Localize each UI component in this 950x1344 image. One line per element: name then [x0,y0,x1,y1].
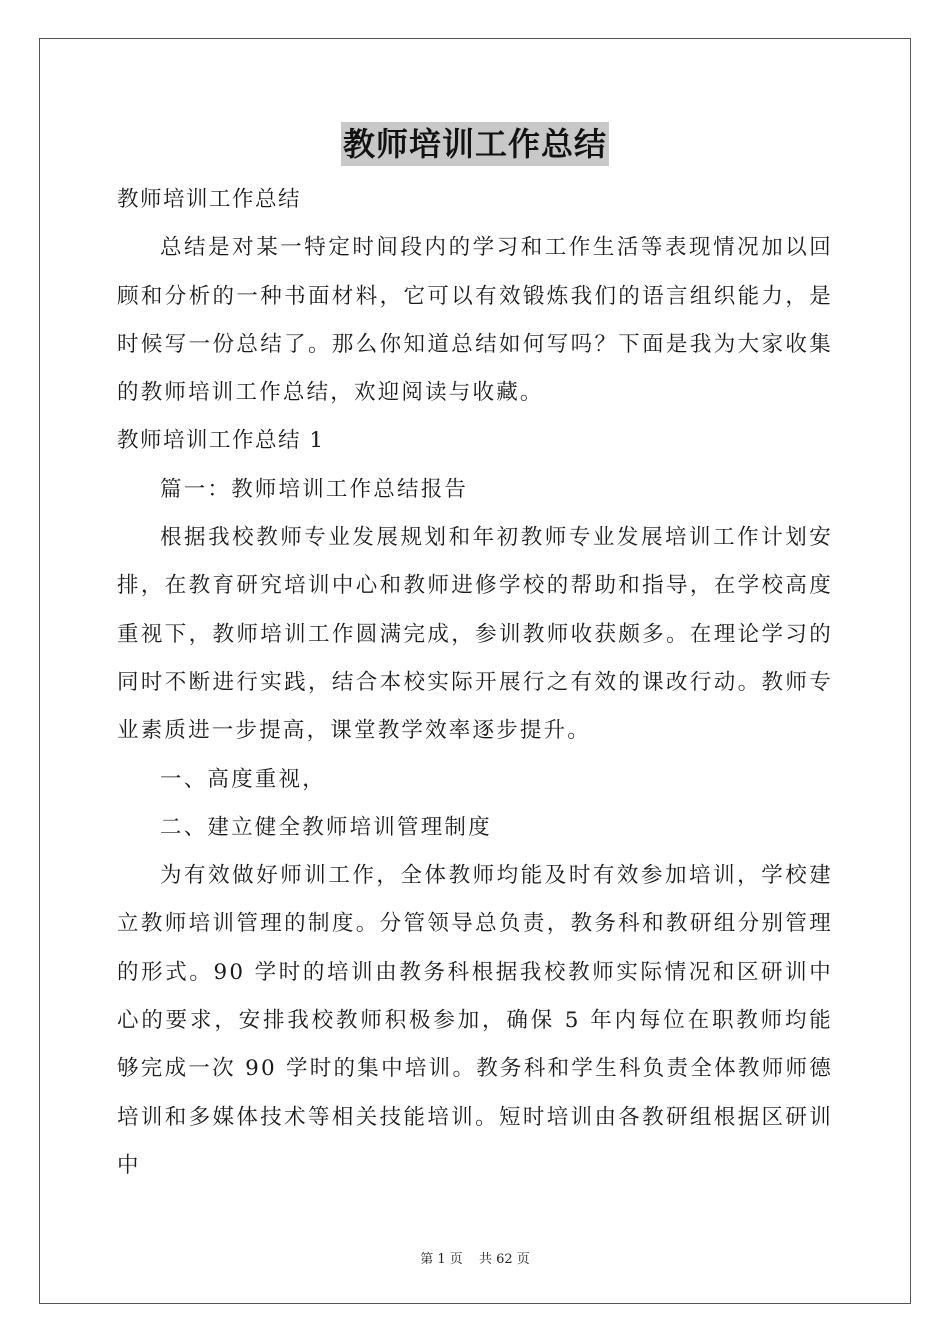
paragraph-body: 为有效做好师训工作，全体教师均能及时有效参加培训，学校建立教师培训管理的制度。分管领导总负责，教务科和教研组分别管理的形式。90 学时的培训由教务科根据我校教师实际情况和区研训中心的要求，安排我校教师积极参加，确保 5 年内每位在职教师均能够完成一次 90 学时的集中培训。教务科和学生科负责全体教师师德培训和多媒体技术等相关技能培训。短时培训由各教研组根据区研训中 [117,863,833,1178]
total-pages: 共 62 页 [478,1252,530,1267]
paragraph-list-item: 二、建立健全教师培训管理制度 [160,814,492,840]
page-footer [0,1248,950,1267]
paragraph-intro: 总结是对某一特定时间段内的学习和工作生活等表现情况加以回顾和分析的一种书面材料，它可以有效锻炼我们的语言组织能力，是时候写一份总结了。那么你知道总结如何写吗？下面是我为大家收集的教师培训工作总结，欢迎阅读与收藏。 [117,235,833,406]
document-title: 教师培训工作总结 [341,122,609,166]
document-body [117,176,833,1190]
paragraph-part-heading: 篇一：教师培训工作总结报告 [160,476,469,502]
paragraph-section-heading: 教师培训工作总结 1 [117,428,325,454]
paragraph-list-item: 一、高度重视， [160,766,326,792]
title-container [0,122,950,166]
paragraph-body: 根据我校教师专业发展规划和年初教师专业发展培训工作计划安排，在教育研究培训中心和教师进修学校的帮助和指导，在学校高度重视下，教师培训工作圆满完成，参训教师收获颇多。在理论学习的同时不断进行实践，结合本校实际开展行之有效的课改行动。教师专业素质进一步提高，课堂教学效率逐步提升。 [117,525,833,744]
paragraph-subtitle: 教师培训工作总结 [117,187,302,212]
page-number: 第 1 页 [420,1252,463,1267]
